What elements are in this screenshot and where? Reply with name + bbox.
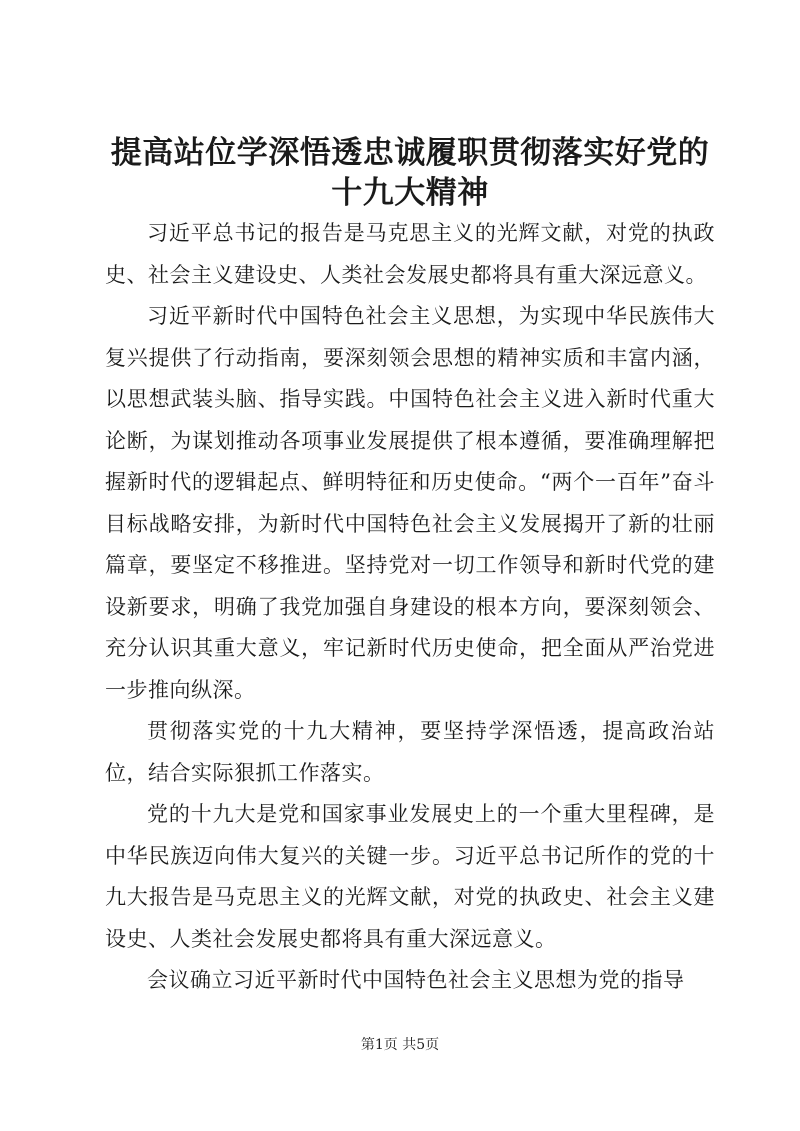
paragraph-5: 会议确立习近平新时代中国特色社会主义思想为党的指导 bbox=[147, 968, 685, 992]
paragraph-4: 党的十九大是党和国家事业发展史上的一个重大里程碑，是中华民族迈向伟大复兴的关键一步。习近平总书记所作的党的十九大报告是马克思主义的光辉文献，对党的执政史、社会主义建设史、人类社会发展史都将具有重大深远意义。 bbox=[105, 802, 715, 951]
document-body bbox=[105, 213, 715, 1002]
document-title: 提高站位学深悟透忠诚履职贯彻落实好党的十九大精神 bbox=[110, 135, 710, 211]
page-footer: 第1页 共5页 bbox=[360, 1037, 440, 1053]
paragraph-1: 习近平总书记的报告是马克思主义的光辉文献，对党的执政史、社会主义建设史、人类社会发展史都将具有重大深远意义。 bbox=[105, 221, 715, 287]
paragraph-3: 贯彻落实党的十九大精神，要坚持学深悟透，提高政治站位，结合实际狠抓工作落实。 bbox=[105, 719, 715, 785]
paragraph-2: 习近平新时代中国特色社会主义思想，为实现中华民族伟大复兴提供了行动指南，要深刻领会思想的精神实质和丰富内涵，以思想武装头脑、指导实践。中国特色社会主义进入新时代重大论断，为谋划推动各项事业发展提供了根本遵循，要准确理解把握新时代的逻辑起点、鲜明特征和历史使命。“两个一百年”奋斗目标战略安排，为新时代中国特色社会主义发展揭开了新的壮丽篇章，要坚定不移推进。坚持党对一切工作领导和新时代党的建设新要求，明确了我党加强自身建设的根本方向，要深刻领会、充分认识其重大意义，牢记新时代历史使命，把全面从严治党进一步推向纵深。 bbox=[105, 304, 715, 702]
